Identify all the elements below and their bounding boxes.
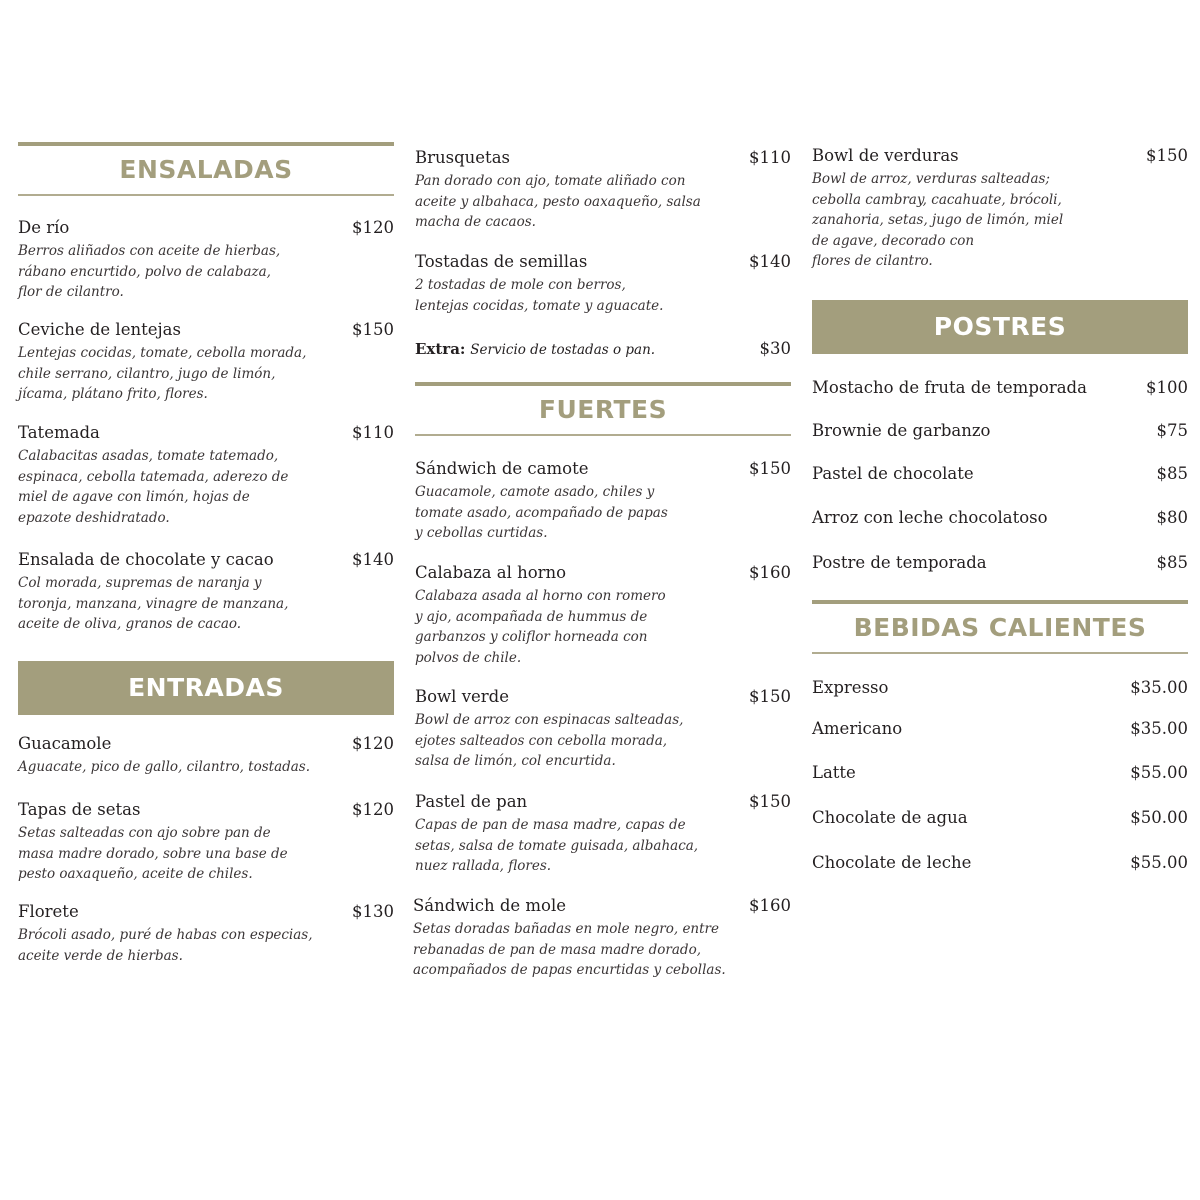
item-price: $150 [749, 459, 791, 478]
bebidas-title: BEBIDAS CALIENTES [853, 613, 1147, 642]
item-price: $100 [1146, 378, 1188, 397]
ensaladas-title: ENSALADAS [119, 155, 293, 184]
menu-item-tatemada [18, 423, 394, 528]
item-price: $120 [352, 218, 394, 237]
item-price: $130 [352, 902, 394, 921]
item-price: $80 [1156, 508, 1188, 527]
item-price: $110 [749, 148, 791, 167]
item-price: $140 [749, 252, 791, 271]
menu-item-arroz-con-leche [812, 508, 1188, 527]
item-description: Setas salteadas con ajo sobre pan de masa madre dorado, sobre una base de pesto oaxaqueño, aceite de chiles. [18, 825, 288, 882]
item-description: Col morada, supremas de naranja y toronja, manzana, vinagre de manzana, aceite de oliva, granos de cacao. [18, 575, 289, 632]
item-name: Tostadas de semillas [415, 252, 588, 271]
item-description: Lentejas cocidas, tomate, cebolla morada, chile serrano, cilantro, jugo de limón, jícama, plátano frito, flores. [18, 345, 307, 402]
item-description: Berros aliñados con aceite de hierbas, rábano encurtido, polvo de calabaza, flor de cilantro. [18, 243, 281, 300]
item-price: $35.00 [1130, 678, 1188, 697]
item-name: Latte [812, 763, 856, 782]
menu-item-americano [812, 719, 1188, 738]
item-description: Aguacate, pico de gallo, cilantro, tostadas. [18, 759, 311, 775]
item-name: De río [18, 218, 70, 237]
extra-price: $30 [759, 339, 791, 358]
item-price: $55.00 [1130, 763, 1188, 782]
item-name: Pastel de pan [415, 792, 528, 811]
item-price: $160 [749, 563, 791, 582]
column-right [812, 0, 1188, 1200]
item-name: Bowl de verduras [812, 146, 959, 165]
menu-item-bowl-verde [415, 687, 791, 772]
item-price: $50.00 [1130, 808, 1188, 827]
item-price: $55.00 [1130, 853, 1188, 872]
menu-item-sandwich-de-mole [413, 896, 791, 981]
postres-header: POSTRES [812, 300, 1188, 354]
item-name: Bowl verde [415, 687, 510, 706]
item-description: Capas de pan de masa madre, capas de setas, salsa de tomate guisada, albahaca, nuez rallada, flores. [415, 817, 699, 874]
menu-item-pastel-de-pan [415, 792, 791, 877]
menu-item-postre-de-temporada [812, 553, 1188, 572]
item-description: Brócoli asado, puré de habas con especias, aceite verde de hierbas. [18, 927, 313, 964]
item-description: Guacamole, camote asado, chiles y tomate asado, acompañado de papas y cebollas curtidas. [415, 484, 668, 541]
menu-item-chocolate-de-agua [812, 808, 1188, 827]
column-left [18, 0, 394, 1200]
menu-item-guacamole [18, 734, 394, 778]
menu-item-tostadas-de-semillas [415, 252, 791, 316]
item-name: Tapas de setas [18, 800, 141, 819]
item-description: Bowl de arroz, verduras salteadas; cebolla cambray, cacahuate, brócoli, zanahoria, setas, jugo de limón, miel de agave, decorado con flores de cilantro. [812, 171, 1064, 269]
item-price: $120 [352, 734, 394, 753]
item-name: Guacamole [18, 734, 112, 753]
fuertes-title: FUERTES [538, 395, 668, 424]
menu-item-pastel-de-chocolate [812, 464, 1188, 483]
menu-item-brusquetas [415, 148, 791, 233]
item-description: Setas doradas bañadas en mole negro, entre rebanadas de pan de masa madre dorado, acompañados de papas encurtidas y cebollas. [413, 921, 726, 978]
item-price: $150 [352, 320, 394, 339]
item-name: Arroz con leche chocolatoso [812, 508, 1048, 527]
item-description: Pan dorado con ajo, tomate aliñado con aceite y albahaca, pesto oaxaqueño, salsa macha de cacaos. [415, 173, 701, 230]
extra-line [415, 340, 655, 358]
item-name: Postre de temporada [812, 553, 987, 572]
fuertes-bottom-rule [415, 434, 791, 436]
item-name: Chocolate de agua [812, 808, 968, 827]
item-name: Mostacho de fruta de temporada [812, 378, 1087, 397]
item-name: Brownie de garbanzo [812, 421, 991, 440]
item-name: Expresso [812, 678, 889, 697]
menu-item-brownie [812, 421, 1188, 440]
extra-text: Servicio de tostadas o pan. [470, 342, 656, 358]
bebidas-header [812, 600, 1188, 654]
item-name: Ensalada de chocolate y cacao [18, 550, 274, 569]
item-description: 2 tostadas de mole con berros, lentejas cocidas, tomate y aguacate. [415, 277, 664, 314]
menu-item-chocolate-de-leche [812, 853, 1188, 872]
item-description: Calabacitas asadas, tomate tatemado, espinaca, cebolla tatemada, aderezo de miel de agave con limón, hojas de epazote deshidratado. [18, 448, 289, 526]
item-name: Florete [18, 902, 79, 921]
item-name: Ceviche de lentejas [18, 320, 181, 339]
item-name: Tatemada [18, 423, 100, 442]
entradas-header: ENTRADAS [18, 661, 394, 715]
menu-item-calabaza-al-horno [415, 563, 791, 668]
menu-item-mostacho [812, 378, 1188, 397]
fuertes-header [415, 382, 791, 436]
item-price: $120 [352, 800, 394, 819]
menu-item-sandwich-de-camote [415, 459, 791, 544]
column-middle [415, 0, 791, 1200]
menu-item-latte [812, 763, 1188, 782]
item-name: Brusquetas [415, 148, 510, 167]
item-price: $85 [1156, 553, 1188, 572]
item-description: Calabaza asada al horno con romero y ajo, acompañada de hummus de garbanzos y coliflor horneada con polvos de chile. [415, 588, 666, 666]
item-name: Calabaza al horno [415, 563, 567, 582]
menu-item-florete [18, 902, 394, 966]
ensaladas-bottom-rule [18, 194, 394, 196]
item-price: $35.00 [1130, 719, 1188, 738]
bebidas-bottom-rule [812, 652, 1188, 654]
item-name: Sándwich de mole [413, 896, 567, 915]
item-description: Bowl de arroz con espinacas salteadas, ejotes salteados con cebolla morada, salsa de limón, col encurtida. [415, 712, 684, 769]
item-price: $85 [1156, 464, 1188, 483]
item-price: $150 [1146, 146, 1188, 165]
menu-item-expresso [812, 678, 1188, 697]
item-name: Americano [812, 719, 903, 738]
extra-label: Extra: [415, 340, 466, 358]
item-price: $75 [1156, 421, 1188, 440]
menu-item-ensalada-de-chocolate [18, 550, 394, 635]
item-price: $140 [352, 550, 394, 569]
menu-item-de-rio [18, 218, 394, 303]
menu-item-tapas-de-setas [18, 800, 394, 885]
menu-item-bowl-de-verduras [812, 146, 1188, 272]
item-price: $150 [749, 687, 791, 706]
item-name: Pastel de chocolate [812, 464, 974, 483]
item-price: $160 [749, 896, 791, 915]
ensaladas-header [18, 142, 394, 196]
menu-item-ceviche-de-lentejas [18, 320, 394, 405]
item-price: $150 [749, 792, 791, 811]
item-name: Sándwich de camote [415, 459, 589, 478]
item-name: Chocolate de leche [812, 853, 972, 872]
extra-row [415, 339, 791, 358]
item-price: $110 [352, 423, 394, 442]
